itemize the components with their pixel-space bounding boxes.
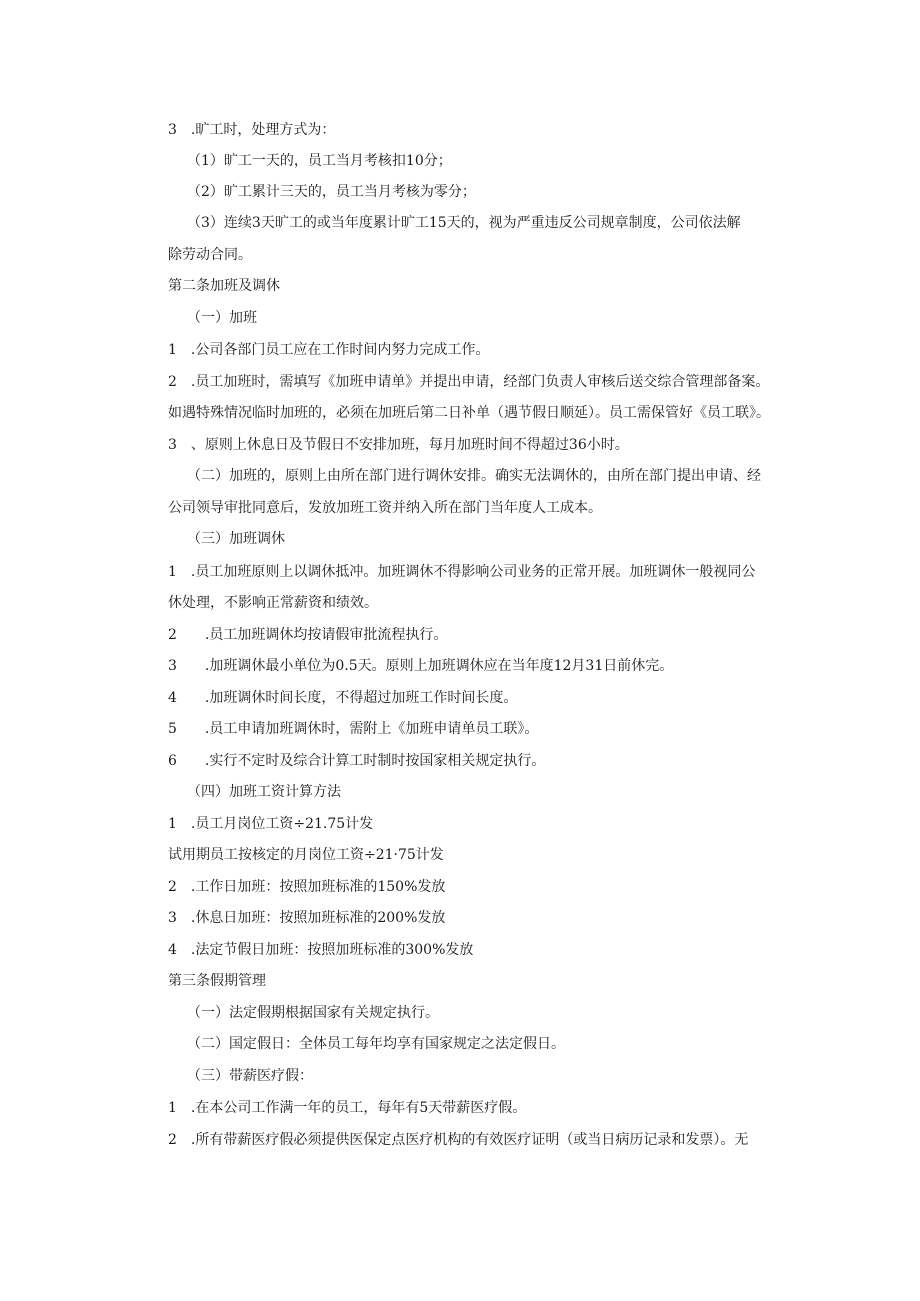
text-line: 如遇特殊情况临时加班的，必须在加班后第二日补单（遇节假日顺延）。员工需保管好《员工联》。 — [168, 405, 770, 421]
text-line: 3 .旷工时，处理方式为： — [168, 122, 336, 138]
text-line: 2 .所有带薪医疗假必须提供医保定点医疗机构的有效医疗证明（或当日病历记录和发票）。无 — [168, 1132, 749, 1148]
subsection-heading: （三）加班调休 — [187, 531, 285, 547]
text-line: （二）国定假日：全体员工每年均享有国家规定之法定假日。 — [187, 1036, 565, 1052]
text-line: 3 .加班调休最小单位为0.5天。原则上加班调休应在当年度12月31日前休完。 — [168, 658, 674, 674]
text-line: 除劳动合同。 — [168, 247, 252, 263]
text-line: 3 .休息日加班：按照加班标准的200%发放 — [168, 910, 446, 926]
text-line: 2 .员工加班调休均按请假审批流程执行。 — [168, 627, 448, 643]
text-line: 3 、原则上休息日及节假日不安排加班，每月加班时间不得超过36小时。 — [168, 437, 629, 453]
text-line: 6 .实行不定时及综合计算工时制时按国家相关规定执行。 — [168, 753, 546, 769]
subsection-heading: （一）加班 — [187, 310, 257, 326]
text-line: 1 .在本公司工作满一年的员工，每年有5天带薪医疗假。 — [168, 1100, 527, 1116]
text-line: （二）加班的，原则上由所在部门进行调休安排。确实无法调休的，由所在部门提出申请、经 — [187, 468, 761, 484]
text-line: （1）旷工一天的，员工当月考核扣10分； — [187, 153, 452, 169]
text-line: 4 .加班调休时间长度，不得超过加班工作时间长度。 — [168, 690, 518, 706]
text-line: （一）法定假期根据国家有关规定执行。 — [187, 1005, 439, 1021]
text-line: （3）连续3天旷工的或当年度累计旷工15天的，视为严重违反公司规章制度，公司依法解 — [187, 215, 741, 231]
text-line: 试用期员工按核定的月岗位工资÷21·75计发 — [168, 847, 444, 863]
subsection-heading: （四）加班工资计算方法 — [187, 784, 341, 800]
text-line: 1 .员工月岗位工资÷21.75计发 — [168, 816, 374, 832]
text-line: 1 .员工加班原则上以调休抵冲。加班调休不得影响公司业务的正常开展。加班调休一般视同公 — [168, 564, 756, 580]
text-line: 公司领导审批同意后，发放加班工资并纳入所在部门当年度人工成本。 — [168, 500, 602, 516]
text-line: 4 .法定节假日加班：按照加班标准的300%发放 — [168, 942, 474, 958]
text-line: 1 .公司各部门员工应在工作时间内努力完成工作。 — [168, 342, 490, 358]
text-line: （2）旷工累计三天的，员工当月考核为零分； — [187, 184, 476, 200]
text-line: 5 .员工申请加班调休时，需附上《加班申请单员工联》。 — [168, 721, 539, 737]
text-line: 2 .员工加班时，需填写《加班申请单》并提出申请，经部门负责人审核后送交综合管理部备案。 — [168, 374, 770, 390]
subsection-heading: （三）带薪医疗假： — [187, 1068, 313, 1084]
section-heading: 第二条加班及调休 — [168, 278, 280, 294]
text-line: 2 .工作日加班：按照加班标准的150%发放 — [168, 879, 446, 895]
text-line: 休处理，不影响正常薪资和绩效。 — [168, 595, 378, 611]
section-heading: 第三条假期管理 — [168, 973, 266, 989]
